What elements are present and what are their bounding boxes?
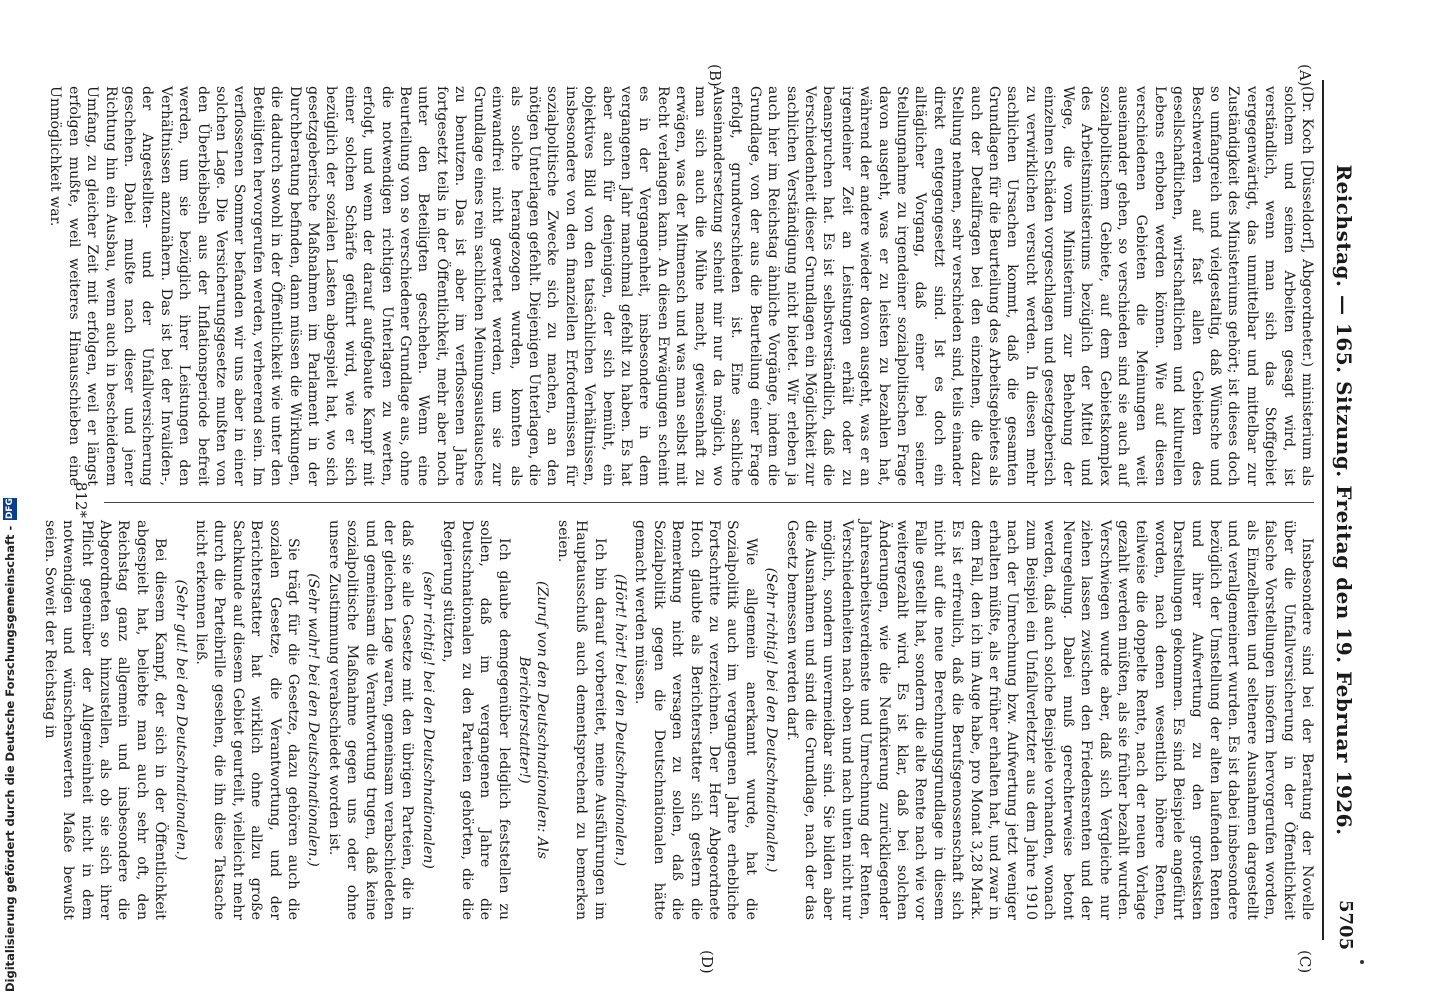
- digitization-note: [0, 392, 20, 992]
- paragraph: Insbesondere sind bei der Beratung der Novelle über die Unfallversicherung in der Öffentlichkeit falsche Vorstellungen insofern hervorgerufen worden, als Einzelheiten und seltenere Ausnahmen dargestellt und verallgemeinert wurden. Es ist dabei insbesondere bezüglich der Umstellung der alten laufenden Renten und ihrer Aufwertung zu den grotesksten Darstellungen gekommen. Es sind Beispiele angeführt worden, nach denen wesentlich höhere Renten, teilweise die doppelte Rente, nach der neuen Vorlage gezahlt werden müßten, als sie früher bezahlt wurden. Verschwiegen wurde aber, daß sich Vergleiche nur ziehen lassen zwischen den Friedensrenten und der Neuregelung. Dabei muß gerechterweise betont werden, daß auch solche Beispiele vorhanden, wonach zum Beispiel ein Unfallverletzter aus dem Jahre 1910 nach der Umrechnung bzw. Aufwertung jetzt weniger erhalten müßte, als er früher erhalten hat, und zwar in dem Fall, den ich im Auge habe, pro Monat 3,28 Mark. Es ist erfreulich, daß die Berufsgenossenschaft sich nicht auf die neue Berechnungsgrundlage in diesem Falle gestellt hat, sondern die alte Rente nach wie vor weitergezahlt wird. Es ist klar, daß bei solchen Änderungen, wie die Neufixierung zurückliegender Jahresarbeitsverdienste und Umrechnung der Renten, Verschiedenheiten nach oben und nach unten nicht nur möglich, sondern unvermeidbar sind. Sie bilden aber die Ausnahmen und sind die Grundlage, nach der das Gesetz bemessen werden darf.: [783, 520, 1315, 920]
- page-number: 5705: [1335, 900, 1356, 951]
- ink-dot: [1360, 960, 1364, 964]
- header-rule: [1322, 80, 1324, 940]
- digitization-text: Digitalisierung gefördert durch die Deutsche Forschungsgemeinschaft -: [3, 525, 17, 992]
- paragraph: Sie trägt für die Gesetze, dazu gehören auch die sozialen Gesetze, die Verantwortung, und der Berichterstatter hat wirklich ohne allzu große Sachkunde auf diesem Gebiet geurteilt, vielleicht mehr durch die Parteibrille gesehen, die ihn diese Tatsache nicht erkennen ließ.: [193, 520, 302, 920]
- page-footer: 812*: [72, 481, 90, 519]
- header-title: Reichstag. — 165. Sitzung. Freitag den 19. Februar 1926.: [1332, 164, 1356, 836]
- left-column: [44, 86, 1316, 486]
- margin-mark-d: (D): [698, 950, 716, 974]
- right-column: [38, 520, 1316, 920]
- margin-mark-a: (A): [1296, 64, 1314, 87]
- interjection: (Sehr gut! bei den Deutschnationalen.): [172, 579, 189, 861]
- dfg-logo: DFG: [5, 498, 15, 520]
- interjection: (Hört! hört! bei den Deutschnationalen.): [611, 573, 628, 867]
- margin-mark-b: (B): [706, 64, 724, 87]
- paragraph: Bei diesem Kampf, der sich in der Öffentlichkeit abgespielt hat, beliebte man auch sehr oft, den Reichstag ganz allgemein und insbesondere die Abgeordneten so hinzustellen, als ob sie sich ihrer Pflicht gegenüber der Allgemeinheit nicht in dem notwendigen und wünschenswerten Maße bewußt seien. Soweit der Reichstag in: [41, 520, 169, 920]
- interjection: (Sehr wahr! bei den Deutschnationalen.): [305, 573, 322, 867]
- margin-mark-c: (C): [1296, 950, 1314, 974]
- paragraph: Ich bin darauf vorbereitet, meine Ausführungen im Hauptausschuß auch dementsprechend zu bemerken seien.: [554, 520, 608, 920]
- paragraph: Wie allgemein anerkannt wurde, hat die Sozialpolitik auch im vergangenen Jahre erhebliche Fortschritte zu verzeichnen. Der Herr Abgeordnete Hoch glaubte als Berichterstatter sich gestern die Bemerkung nicht versagen zu sollen, daß die Sozialpolitik gegen die Deutschnationalen hätte gemacht werden müssen.: [632, 520, 759, 920]
- page-header: [1330, 0, 1356, 1000]
- column-divider: [104, 502, 1314, 503]
- paragraph: (Dr. Koch [Düsseldorf], Abgeordneter.) ministerium als solchem und seinen Arbeiten gesagt wird, ist verständlich, wenn man sich das Stoffgebiet vergegenwärtigt, das unmittelbar und mittelbar zur Zuständigkeit des Ministeriums gehört; ist dieses doch so umfangreich und vielgestaltig, daß Wünsche und Beschwerden auf fast allen Gebieten des gesellschaftlichen, wirtschaftlichen und kulturellen Lebens erhoben werden können. Wie auf diesen verschiedenen Gebieten die Meinungen weit auseinander gehen, so verschieden sind sie auch auf sozialpolitischem Gebiete, auf dem Gebietskomplex des Arbeitsministeriums bezüglich der Mittel und Wege, die vom Ministerium zur Behebung der einzelnen Schäden vorgeschlagen und gesetzgeberisch zu verwirklichen versucht werden. In diesen mehr sachlichen Ursachen kommt, daß die gesamten Grundlagen für die Beurteilung des Arbeitsgebietes als auch der Detailfragen bei den einzelnen, die dazu Stellung nehmen, sehr verschieden sind, teils einander direkt entgegengesetzt sind. Ist es doch ein alltäglicher Vorgang, daß einer bei seiner Stellungnahme zu irgendeiner sozialpolitischen Frage davon ausgeht, was er zu leisten zu bezahlen hat, während der andere wieder davon ausgeht, was er an irgendeiner Zeit an Leistungen erhält oder zu beanspruchen hat. Es ist selbstverständlich, daß die Verschiedenheit dieser Grundlagen ein Möglichkeit zur sachlichen Verständigung nicht bietet. Wir erleben ja auch hier im Reichstag ähnliche Vorgänge, indem die Grundlage, von der aus die Beurteilung einer Frage erfolgt, grundverschieden ist. Eine sachliche Auseinandersetzung scheint mir nur da möglich, wo man sich auch die Mühe macht, gewissenhaft zu erwägen, was der Mitmensch und was man selbst mit Recht verlangen kann. An diesen Erwägungen scheint es in der Vergangenheit, insbesondere in dem vergangenen Jahr manchmal gefehlt zu haben. Es hat aber auch für denjenigen, der sich bemüht, ein objektives Bild von den tatsächlichen Verhältnissen, insbesondere von den finanziellen Erfordernissen für sozialpolitische Zwecke sich zu machen, an den nötigen Unterlagen gefehlt. Diejenigen Unterlagen, die als solche herangezogen wurden, konnten als einwandfrei nicht gewertet werden, um sie zur Grundlage eines rein sachlichen Meinungsaustausches zu benutzen. Das ist aber im verflossenen Jahre fortgesetzt teils in der Öffentlichkeit, mehr aber noch unter den Beteiligten geschehen. Wenn eine Beurteilung von so verschiedener Grundlage aus, ohne die notwendigen richtigen Unterlagen zu werten, erfolgt, und wenn der darauf aufgebaute Kampf mit einer solchen Schärfe geführt wird, wie er sich bezüglich der sozialen Lasten abgespielt hat, wo sich gesetzgeberische Maßnahmen im Parlament in der Durchberatung befinden, dann müssen die Wirkungen, die dadurch sowohl in der Öffentlichkeit wie unter den Beteiligten hervorgerufen werden, verheerend sein. Im verflossenen Sommer befanden wir uns aber in einer solchen Lage. Die Versicherungsgesetze mußten von den Überbleibseln aus der Inflationsperiode befreit werden, um sie bezüglich ihrer Leistungen den Verhältnissen anzunähern. Das ist bei der Invaliden-, der Angestellten- und der Unfallversicherung geschehen. Dabei mußte nach dieser und jener Richtung hin ein Ausbau, wenn auch in bescheidenem Umfang, zu gleicher Zeit mit erfolgen, weil er längst erfolgen mußte, weil weiteres Hinausschieben eine Unmöglichkeit war.: [47, 86, 1315, 486]
- paragraph: daß sie alle Gesetze mit den übrigen Parteien, die in der gleichen Lage waren, gemeinsam verabschiedeten und gemeinsam die Verantwortung trugen, daß keine sozialpolitische Maßnahme gegen uns oder ohne unsere Zustimmung verabschiedet worden ist.: [325, 520, 416, 920]
- interjection: (Zuruf von den Deutschnationalen: Als Berichterstatter!): [515, 581, 551, 859]
- paragraph: Ich glaube demgegenüber lediglich feststellen zu sollen, daß im vergangenen Jahre die Deutschnationalen zu den Parteien gehörten, die die Regierung stützten,: [440, 520, 512, 920]
- interjection: (sehr richtig! bei den Deutschnationalen): [419, 571, 436, 869]
- interjection: (Sehr richtig! bei den Deutschnationalen.): [763, 567, 780, 873]
